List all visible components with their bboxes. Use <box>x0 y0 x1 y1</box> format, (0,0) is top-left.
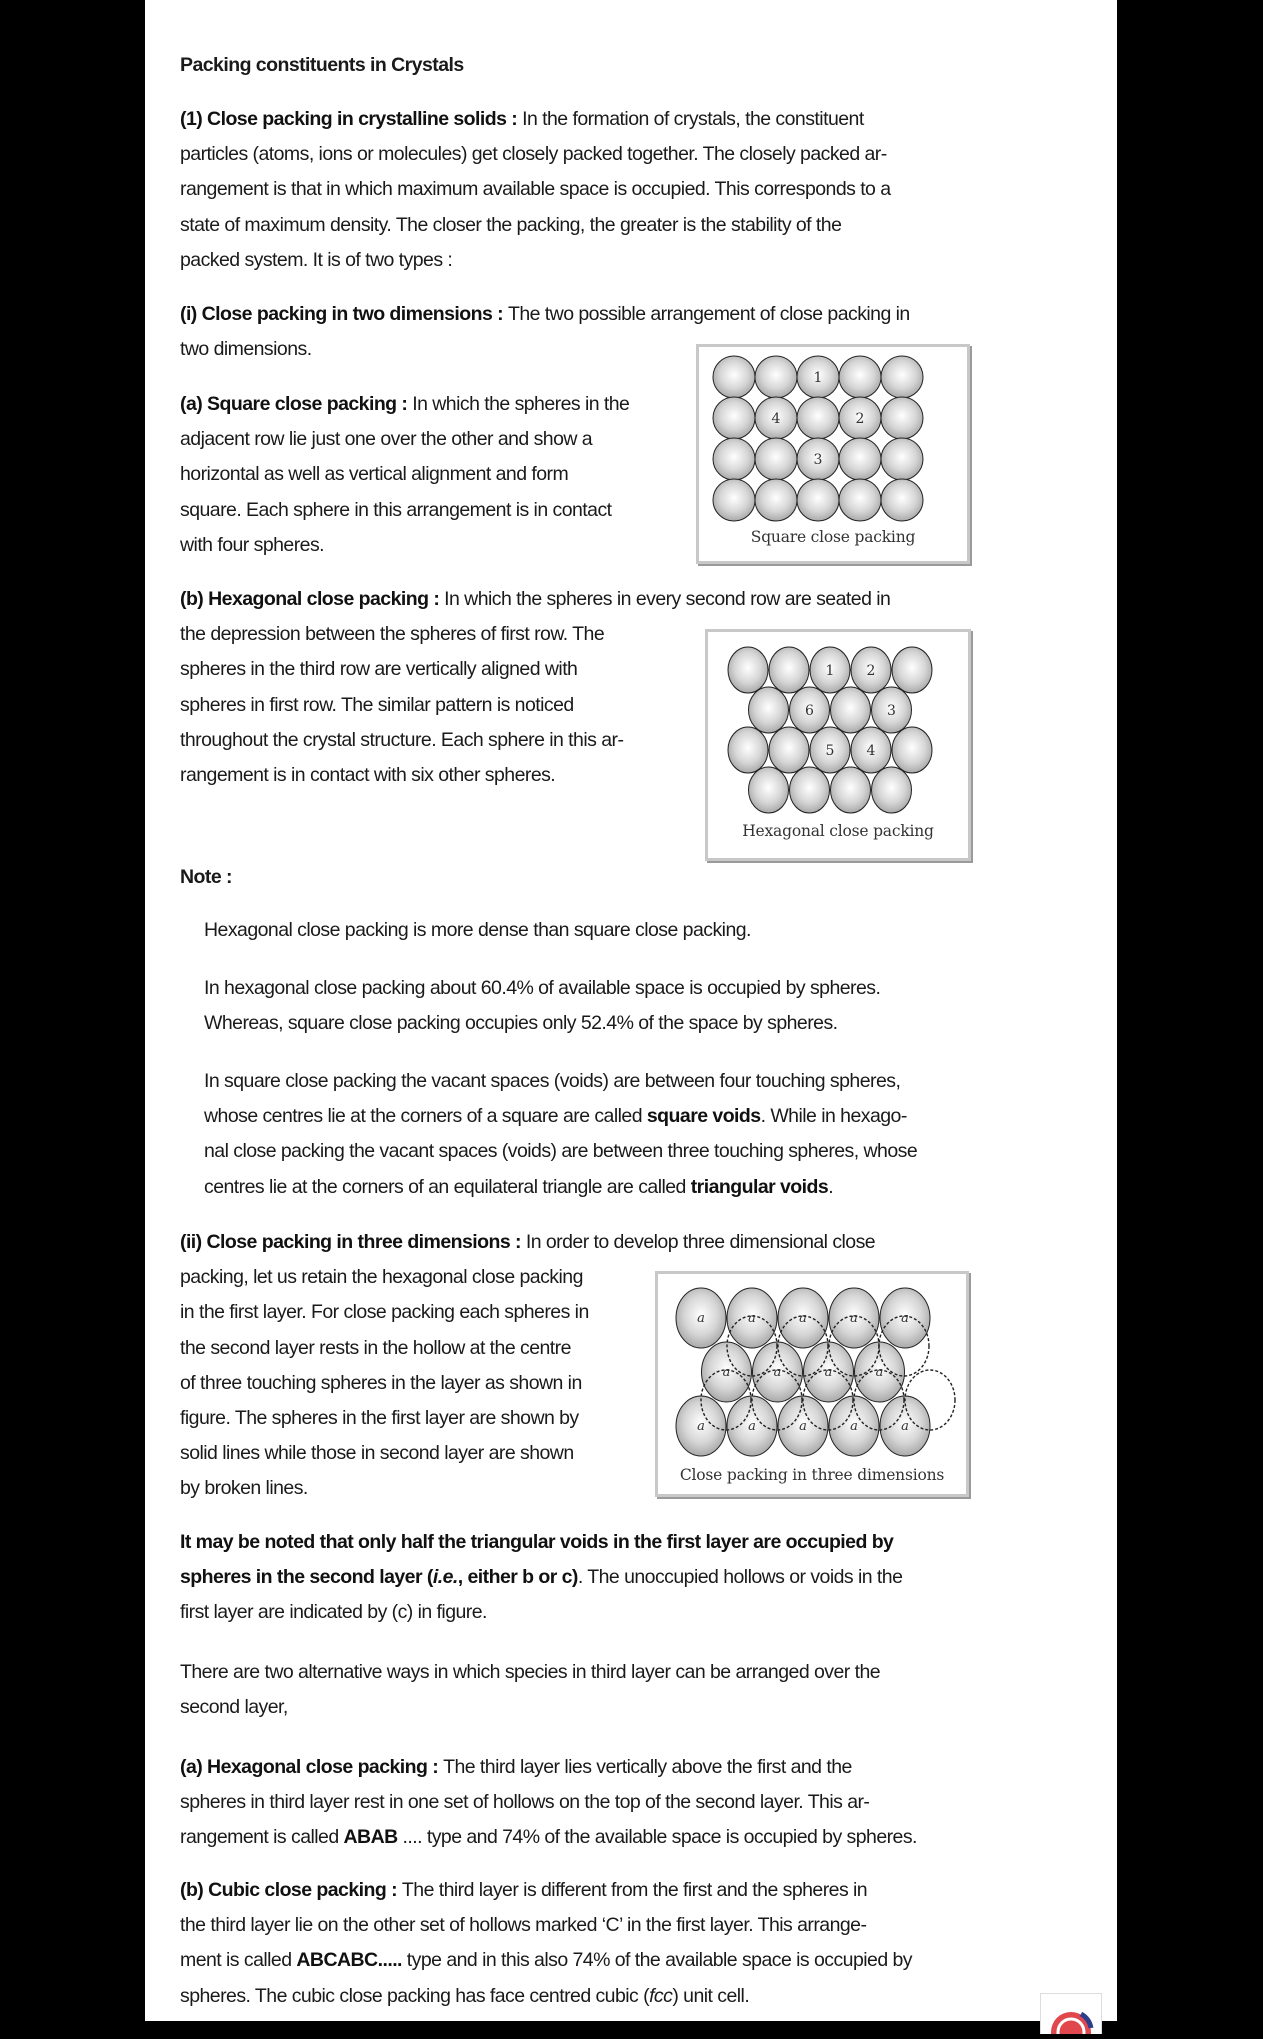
text-segment: spheres in third layer rest in one set of hollows on the top of the second layer. This ar- <box>180 1791 870 1814</box>
text-segment: horizontal as well as vertical alignment and form <box>180 463 569 486</box>
sphere-label: a <box>850 1311 858 1326</box>
sphere-label: 6 <box>805 703 814 719</box>
bold-text: (1) Close packing in crystalline solids : <box>180 108 523 130</box>
three-dimension-packing-diagram <box>658 1274 966 1494</box>
figure-caption: Hexagonal close packing <box>742 822 934 840</box>
text-line <box>180 1565 902 1589</box>
text-line <box>180 1790 869 1814</box>
text-segment: In square close packing the vacant spaces (voids) are between four touching spheres, <box>204 1070 901 1092</box>
text-line <box>180 1825 917 1849</box>
sphere <box>755 479 797 521</box>
sphere <box>797 479 839 521</box>
text-line <box>180 1406 579 1430</box>
text-segment: in the first layer. For close packing each spheres in <box>180 1301 589 1324</box>
sphere-label: 5 <box>825 743 835 759</box>
sphere <box>881 479 923 521</box>
sphere-label: 2 <box>866 663 876 679</box>
sphere <box>881 356 923 398</box>
bold-text: spheres in the second layer ( <box>180 1566 433 1589</box>
sphere <box>872 767 912 813</box>
sphere-label: a <box>748 1419 756 1434</box>
text-segment: There are two alternative ways in which species in third layer can be arranged over the <box>180 1661 881 1683</box>
sphere <box>892 727 932 773</box>
sphere <box>769 727 809 773</box>
text-segment: packed system. It is of two types : <box>180 248 453 271</box>
text-segment: second layer, <box>180 1696 288 1719</box>
text-segment: the second layer rests in the hollow at the centre <box>180 1336 571 1359</box>
text-line <box>204 918 751 942</box>
text-segment: whose centres lie at the corners of a square are called <box>204 1105 647 1128</box>
text-line <box>180 213 841 237</box>
text-line <box>180 763 555 787</box>
text-line <box>180 462 568 486</box>
sphere-label: 3 <box>813 452 823 468</box>
text-line <box>204 1104 907 1128</box>
bold-text: (a) Square close packing : <box>180 393 413 415</box>
sphere-label: 1 <box>813 370 823 386</box>
text-line <box>180 248 452 272</box>
text-segment: spheres in the third row are vertically aligned with <box>180 658 578 681</box>
text-segment: ) unit cell. <box>672 1984 750 2007</box>
sphere-label: a <box>824 1365 833 1380</box>
text-line <box>180 427 592 451</box>
text-line <box>204 976 880 1000</box>
text-line <box>204 1175 833 1199</box>
text-line <box>180 1878 867 1902</box>
bold-text: (b) Hexagonal close packing : <box>180 588 445 610</box>
sphere <box>839 356 881 398</box>
sphere <box>797 397 839 439</box>
text-segment: two dimensions. <box>180 338 312 361</box>
sphere <box>749 767 789 813</box>
bold-text: triangular voids <box>690 1175 829 1198</box>
text-line <box>180 1695 288 1719</box>
text-line <box>180 1441 574 1465</box>
text-segment: fcc <box>649 1984 673 2007</box>
text-segment: figure. The spheres in the first layer are shown by <box>180 1407 579 1429</box>
sphere-label: a <box>748 1311 756 1326</box>
text-line <box>180 302 910 326</box>
text-line <box>180 1530 893 1554</box>
text-segment: spheres in first row. The similar pattern is noticed <box>180 693 574 716</box>
sphere <box>839 438 881 480</box>
text-segment: . <box>828 1175 834 1198</box>
sphere <box>831 767 871 813</box>
bold-text: It may be noted that only half the triangular voids in the first layer are occupied by <box>180 1531 894 1553</box>
text-segment: centres lie at the corners of an equilateral triangle are called <box>204 1175 691 1198</box>
text-segment: The third layer is different from the first and the spheres in <box>401 1879 868 1901</box>
sphere <box>790 767 830 813</box>
text-line <box>180 587 890 611</box>
figure-close-packing-3d <box>655 1271 969 1497</box>
text-segment: the third layer lie on the other set of hollows marked ‘C’ in the first layer. This arrange- <box>180 1914 867 1937</box>
text-segment: particles (atoms, ions or molecules) get closely packed together. The closely packed ar- <box>180 143 887 166</box>
text-segment: throughout the crystal structure. Each sphere in this ar- <box>180 728 624 751</box>
text-line <box>180 657 577 681</box>
text-line <box>180 177 891 201</box>
sphere-label: a <box>697 1311 705 1326</box>
text-line <box>180 498 612 522</box>
sphere <box>713 479 755 521</box>
text-line <box>180 1371 582 1395</box>
sphere <box>728 727 768 773</box>
sphere-label: a <box>901 1419 909 1434</box>
sphere <box>755 438 797 480</box>
text-segment: . While in hexago- <box>760 1105 907 1128</box>
text-line <box>180 1600 487 1624</box>
text-line <box>180 1984 749 2008</box>
text-line <box>180 107 864 131</box>
text-segment: rangement is in contact with six other spheres. <box>180 764 556 786</box>
text-segment: rangement is that in which maximum available space is occupied. This corresponds to a <box>180 178 891 201</box>
figure-caption: Close packing in three dimensions <box>679 1466 945 1484</box>
text-segment: by broken lines. <box>180 1477 308 1500</box>
text-segment: In the formation of crystals, the constituent <box>522 108 864 130</box>
text-line <box>180 337 312 361</box>
sphere-label: 2 <box>855 411 865 427</box>
sphere-label: 1 <box>825 663 835 679</box>
bold-text: (b) Cubic close packing : <box>180 1879 402 1901</box>
text-line <box>204 1139 917 1163</box>
text-segment: Whereas, square close packing occupies only 52.4% of the space by spheres. <box>204 1012 838 1035</box>
text-segment: In which the spheres in the <box>412 393 630 415</box>
text-line <box>180 533 324 557</box>
text-segment: Hexagonal close packing is more dense than square close packing. <box>204 919 751 941</box>
text-segment: rangement is called <box>180 1826 344 1849</box>
text-segment: adjacent row lie just one over the other and show a <box>180 428 593 451</box>
bold-text: square voids <box>646 1105 761 1128</box>
text-line <box>180 1660 880 1684</box>
sphere <box>713 356 755 398</box>
app-logo-icon <box>1041 1994 1101 2034</box>
text-line <box>180 1948 912 1972</box>
sphere-label: a <box>875 1365 884 1380</box>
text-line <box>180 392 629 416</box>
text-segment: . The unoccupied hollows or voids in the <box>577 1566 903 1589</box>
text-line <box>180 622 604 646</box>
figure-hexagonal-close-packing <box>705 629 971 861</box>
bold-text: (a) Hexagonal close packing : <box>180 1756 444 1778</box>
bold-text: ABAB <box>343 1826 398 1849</box>
sphere <box>755 356 797 398</box>
text-segment: packing, let us retain the hexagonal close packing <box>180 1266 583 1289</box>
sphere-label: a <box>773 1365 782 1380</box>
text-segment: In hexagonal close packing about 60.4% of available space is occupied by spheres. <box>204 977 881 999</box>
page-title: Packing constituents in Crystals <box>180 54 464 76</box>
text-line <box>204 1011 838 1035</box>
text-segment: spheres. The cubic close packing has face centred cubic ( <box>180 1984 650 2007</box>
sphere <box>839 479 881 521</box>
text-line <box>180 1300 589 1324</box>
sphere-label: a <box>722 1365 731 1380</box>
text-line <box>180 1913 866 1937</box>
figure-square-close-packing <box>696 344 970 564</box>
text-segment: nal close packing the vacant spaces (voids) are between three touching spheres, whose <box>204 1140 918 1163</box>
sphere-label: 4 <box>771 411 781 427</box>
text-segment: with four spheres. <box>180 533 325 556</box>
sphere-label: a <box>799 1311 807 1326</box>
text-segment: The two possible arrangement of close packing in <box>507 303 910 325</box>
text-line <box>180 1336 571 1360</box>
text-line <box>180 1230 875 1254</box>
sphere-label: 4 <box>866 743 876 759</box>
sphere-label: a <box>697 1419 705 1434</box>
note-heading: Note : <box>180 866 232 888</box>
corner-widget[interactable] <box>1040 1993 1102 2034</box>
text-line <box>180 1476 308 1500</box>
text-line <box>204 1069 900 1093</box>
sphere <box>728 647 768 693</box>
bold-text: , either b or c) <box>457 1566 578 1589</box>
sphere <box>749 687 789 733</box>
text-segment: of three touching spheres in the layer as shown in <box>180 1371 582 1394</box>
bold-text: (ii) Close packing in three dimensions : <box>180 1231 526 1253</box>
text-segment: solid lines while those in second layer are shown <box>180 1442 574 1465</box>
sphere <box>769 647 809 693</box>
sphere <box>713 438 755 480</box>
text-line <box>180 142 887 166</box>
sphere-label: a <box>901 1311 909 1326</box>
text-segment: The third layer lies vertically above the first and the <box>443 1756 852 1778</box>
text-line <box>180 1265 583 1289</box>
text-segment: .... type and 74% of the available space is occupied by spheres. <box>397 1826 917 1849</box>
bold-text: ABCABC..... <box>296 1949 402 1972</box>
figure-caption: Square close packing <box>750 528 916 546</box>
sphere <box>892 647 932 693</box>
text-segment: square. Each sphere in this arrangement is in contact <box>180 498 612 521</box>
text-segment: ment is called <box>180 1949 297 1972</box>
text-segment: type and in this also 74% of the available space is occupied by <box>401 1949 912 1972</box>
document-page <box>145 0 1117 2021</box>
sphere <box>713 397 755 439</box>
sphere-label: a <box>799 1419 807 1434</box>
text-segment: first layer are indicated by (c) in figure. <box>180 1601 487 1624</box>
text-segment: state of maximum density. The closer the packing, the greater is the stability of the <box>180 213 842 236</box>
text-line <box>180 728 623 752</box>
text-line <box>180 1755 852 1779</box>
sphere-label: 3 <box>887 703 896 719</box>
sphere <box>881 397 923 439</box>
text-segment: In order to develop three dimensional close <box>525 1231 876 1253</box>
sphere <box>881 438 923 480</box>
sphere-label: a <box>850 1419 858 1434</box>
bold-text: (i) Close packing in two dimensions : <box>180 303 508 325</box>
text-segment: the depression between the spheres of first row. The <box>180 623 605 646</box>
text-line <box>180 693 574 717</box>
bold-text: i.e. <box>432 1566 458 1589</box>
text-segment: In which the spheres in every second row are seated in <box>444 588 891 610</box>
sphere <box>831 687 871 733</box>
